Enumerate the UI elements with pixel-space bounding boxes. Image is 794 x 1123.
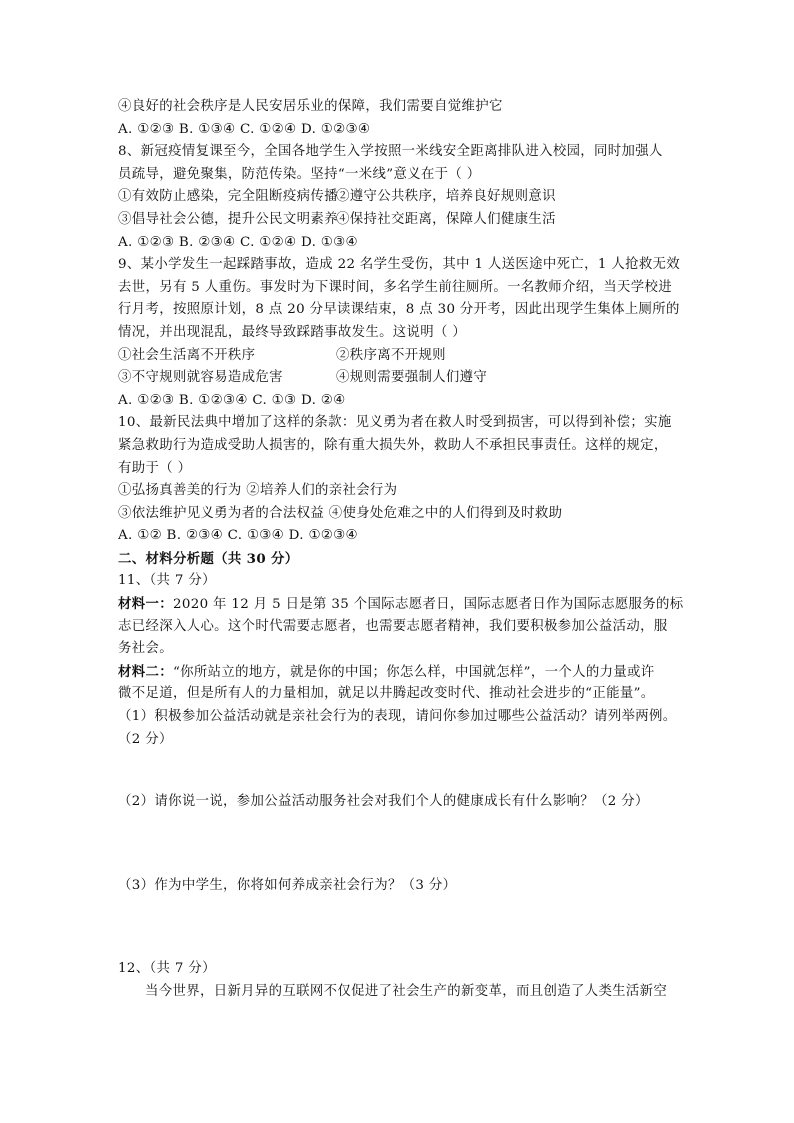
question-8-cont: 员疏导，避免聚集，防范传染。坚持“一米线”意义在于（ ） bbox=[118, 166, 481, 182]
option-2: ②遵守公共秩序，培养良好规则意识 bbox=[336, 189, 556, 205]
answer-choices: A. ①②③ B. ②③④ C. ①②④ D. ①③④ bbox=[118, 234, 358, 250]
option-1: ①社会生活离不开秩序 bbox=[118, 347, 256, 363]
material-text: 2020 年 12 月 5 日是第 35 个国际志愿者日，国际志愿者日作为国际志愿服务的标 bbox=[172, 597, 684, 613]
question-10: 10、最新民法典中增加了这样的条款：见义勇为者在救人时受到损害，可以得到补偿；实施 bbox=[118, 415, 672, 431]
answer-choices: A. ①②③ B. ①②③④ C. ①③ D. ②④ bbox=[118, 392, 346, 408]
option-row: ③依法维护见义勇为者的合法权益 ④使身处危难之中的人们得到及时救助 bbox=[118, 505, 563, 521]
question-9-cont: 情况，并出现混乱，最终导致踩踏事故发生。这说明（ ） bbox=[118, 324, 467, 340]
answer-space bbox=[118, 751, 678, 791]
option-row: ①弘扬真善美的行为 ②培养人们的亲社会行为 bbox=[118, 483, 398, 499]
question-12: 12、（共 7 分） bbox=[118, 961, 216, 977]
option-1: ①有效防止感染，完全阻断疫病传播 bbox=[118, 189, 338, 205]
question-11: 11、（共 7 分） bbox=[118, 573, 216, 589]
answer-choices: A. ①②③ B. ①③④ C. ①②④ D. ①②③④ bbox=[118, 121, 371, 137]
document-page bbox=[118, 96, 684, 1004]
material-1-cont: 志已经深入人心。这个时代需要志愿者，也需要志愿者精神，我们要积极参加公益活动，服 bbox=[118, 618, 668, 634]
material-label: 材料一： bbox=[118, 596, 173, 613]
option-2: ②秩序离不开规则 bbox=[336, 347, 446, 363]
material-text: “你所站立的地方，就是你的中国；你怎么样，中国就怎样”，一个人的力量或许 bbox=[172, 664, 655, 680]
question-10-cont: 有助于（ ） bbox=[118, 460, 192, 476]
question-9-cont: 行月考，按照原计划，8 点 20 分早读课结束，8 点 30 分开考，因此出现学生集体上厕所的 bbox=[118, 302, 680, 318]
sub-question-3: （3）作为中学生，你将如何养成亲社会行为？（3 分） bbox=[118, 877, 457, 893]
option-4: ④规则需要强制人们遵守 bbox=[336, 370, 488, 386]
question-10-cont: 紧急救助行为造成受助人损害的，除有重大损失外，救助人不承担民事责任。这样的规定， bbox=[118, 437, 668, 453]
section-heading: 二、材料分析题（共 30 分） bbox=[118, 550, 299, 567]
sub-question-1: （1）积极参加公益活动就是亲社会行为的表现，请问你参加过哪些公益活动？请列举两例。 bbox=[118, 709, 677, 725]
material-2 bbox=[118, 661, 678, 684]
material-label: 材料二： bbox=[118, 663, 173, 680]
option-row bbox=[118, 186, 678, 209]
question-9-cont: 去世，另有 5 人重伤。事发时为下课时间，多名学生前往厕所。一名教师介绍，当天学校进 bbox=[118, 279, 672, 295]
option-3: ③不守规则就容易造成危害 bbox=[118, 370, 283, 386]
sub-question-1-score: （2 分） bbox=[118, 731, 173, 747]
material-1-cont: 务社会。 bbox=[118, 641, 173, 657]
question-12-text: 当今世界，日新月异的互联网不仅促进了社会生产的新变革，而且创造了人类生活新空 bbox=[145, 984, 668, 999]
option-row bbox=[118, 209, 678, 232]
answer-choices: A. ①② B. ②③④ C. ①③④ D. ①②③④ bbox=[118, 528, 358, 544]
option-4: ④保持社交距离，保障人们健康生活 bbox=[336, 211, 556, 227]
answer-space bbox=[118, 897, 678, 958]
material-2-cont: 微不足道，但是所有人的力量相加，就足以井腾起改变时代、推动社会进步的“正能量”。 bbox=[118, 686, 655, 702]
option-line: ④良好的社会秩序是人民安居乐业的保障，我们需要自觉维护它 bbox=[118, 99, 503, 114]
option-row bbox=[118, 345, 678, 368]
sub-question-2: （2）请你说一说，参加公益活动服务社会对我们个人的健康成长有什么影响？（2 分） bbox=[118, 794, 649, 810]
question-9: 9、某小学发生一起踩踏事故，造成 22 名学生受伤，其中 1 人送医途中死亡，1 人抢救无效 bbox=[118, 257, 681, 273]
option-row bbox=[118, 367, 678, 390]
material-1 bbox=[118, 593, 684, 616]
option-3: ③倡导社会公德，提升公民文明素养 bbox=[118, 211, 338, 227]
question-8: 8、新冠疫情复课至今，全国各地学生入学按照一米线安全距离排队进入校园，同时加强人 bbox=[118, 144, 663, 160]
answer-space bbox=[118, 814, 678, 875]
